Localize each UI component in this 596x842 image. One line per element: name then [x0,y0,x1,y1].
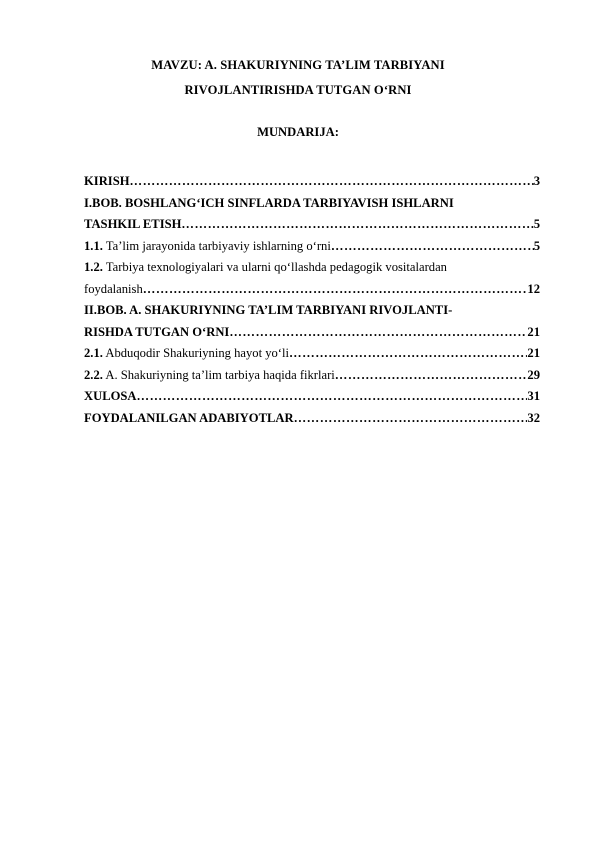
toc-leader-dots [181,214,533,236]
toc-section-number: 1.1. [84,238,103,253]
contents-heading: MUNDARIJA: [257,125,339,139]
toc-entry-xulosa[interactable] [84,386,540,408]
toc-entry-title: KIRISH [84,174,130,188]
toc-entry-title: A. Shakuriyning ta’lim tarbiya haqida fikrlari [105,367,335,382]
toc-page-number: 21 [527,324,540,339]
toc-page-number: 29 [527,367,540,382]
toc-page-number: 12 [527,281,540,296]
toc-entry-2-1[interactable] [84,343,540,365]
toc-section-number: 2.1. [84,346,103,360]
toc-entry-bob1-line1[interactable]: I.BOB. BOSHLANG‘ICH SINFLARDA TARBIYAVISH ISHLARNI [84,195,454,210]
toc-entry-title: foydalanish [84,281,143,296]
toc-page-number: 3 [533,174,540,188]
toc-entry-1-2-line2[interactable] [84,279,540,301]
toc-leader-dots [289,343,527,365]
toc-leader-dots [136,386,527,408]
toc-entry-bob2-line2[interactable] [84,322,540,344]
toc-leader-dots [229,322,527,344]
toc-entry-1-1[interactable] [84,236,540,258]
toc-entry-title: Tarbiya texnologiyalari va ularni qo‘llashda pedagogik vositalardan [105,260,447,274]
toc-entry-title: RISHDA TUTGAN O‘RNI [84,324,230,339]
toc-section-number: 1.2. [84,260,103,274]
toc-leader-dots [294,408,528,430]
toc-entry-title: TASHKIL ETISH [84,217,182,231]
toc-entry-kirish[interactable] [84,171,540,193]
toc-entry-title: Abduqodir Shakuriyning hayot yo‘li [105,346,290,360]
toc-entry-bob1-line2[interactable] [84,214,540,236]
toc-entry-adabiyotlar[interactable] [84,408,540,430]
document-title-line-2: RIVOJLANTIRISHDA TUTGAN O‘RNI [184,83,412,97]
toc-section-number: 2.2. [84,367,103,382]
table-of-contents [84,171,540,429]
toc-entry-1-2-line1[interactable] [84,257,540,279]
toc-leader-dots [331,236,534,258]
toc-entry-2-2[interactable] [84,365,540,387]
toc-page-number: 31 [527,389,540,403]
toc-entry-title: XULOSA [84,389,137,403]
toc-page-number: 21 [527,346,540,360]
toc-leader-dots [335,365,528,387]
document-title-line-1: MAVZU: A. SHAKURIYNING TA’LIM TARBIYANI [151,58,445,72]
toc-page-number: 5 [533,238,540,253]
toc-entry-bob2-line1[interactable]: II.BOB. A. SHAKURIYNING TA’LIM TARBIYANI RIVOJLANTI- [84,303,453,317]
toc-page-number: 5 [533,217,540,231]
toc-entry-title: FOYDALANILGAN ADABIYOTLAR [84,410,294,425]
toc-entry-title: Ta’lim jarayonida tarbiyaviy ishlarning o‘rni [105,238,331,253]
toc-page-number: 32 [527,410,540,425]
toc-leader-dots [130,171,534,193]
toc-leader-dots [143,279,528,301]
